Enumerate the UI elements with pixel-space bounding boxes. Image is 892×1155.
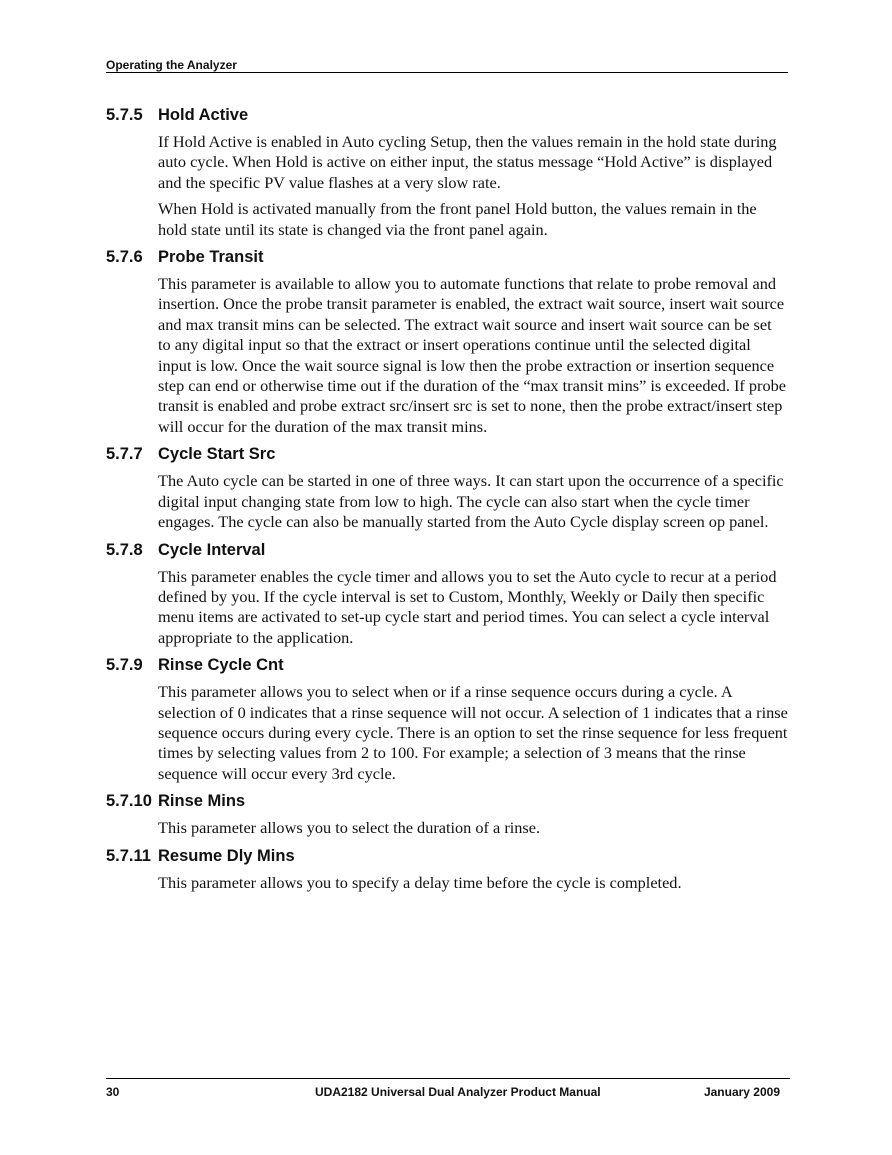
section-number: 5.7.7 [106,445,143,464]
section-heading [106,104,796,126]
section-5-7-10 [106,790,796,838]
publication-date: January 2009 [703,1085,780,1099]
section-5-7-9 [106,654,796,784]
paragraph: This parameter allows you to select the duration of a rinse. [158,818,541,838]
section-5-7-8 [106,539,796,649]
section-title: Hold Active [158,106,249,124]
section-5-7-11 [106,845,796,893]
paragraph: When Hold is activated manually from the front panel Hold button, the values remain in the hold state until its state is changed via the front panel again. [158,199,757,239]
paragraph: If Hold Active is enabled in Auto cycling Setup, then the values remain in the hold state during auto cycle. When Hold is active on either input, the status message “Hold Active” is displayed and the specific PV value flashes at a very slow rate. [158,132,777,192]
paragraph: This parameter enables the cycle timer and allows you to set the Auto cycle to recur at a period defined by you. If the cycle interval is set to Custom, Monthly, Weekly or Daily then specific menu items are activated to set-up cycle start and period times. You can select a cycle interval appropriate to the application. [158,566,777,647]
paragraph: This parameter is available to allow you to automate functions that relate to probe removal and insertion. Once the probe transit parameter is enabled, the extract wait source, insert wait source and max transit mins can be selected. The extract wait source and insert wait source can be set to any digital input so that the extract or insert operations continue until the selected digital input is low. Once the wait source signal is low then the probe extraction or insertion sequence step can end or otherwise time out if the duration of the “max transit mins” is exceeded. If probe transit is enabled and probe extract src/insert src is set to none, then the probe extract/insert step will occur for the duration of the max transit mins. [158,274,786,436]
section-heading [106,246,796,268]
running-header-title: Operating the Analyzer [106,58,237,72]
section-heading [106,539,796,561]
section-heading [106,443,796,465]
section-number: 5.7.8 [106,540,143,559]
section-number: 5.7.6 [106,248,143,267]
page-number: 30 [106,1085,120,1099]
section-title: Cycle Interval [158,540,266,559]
section-title: Cycle Start Src [158,445,276,464]
section-5-7-7 [106,443,796,532]
paragraph: This parameter allows you to specify a delay time before the cycle is completed. [158,872,682,892]
section-number: 5.7.9 [106,656,143,675]
section-5-7-6 [106,246,796,437]
section-title: Rinse Mins [158,792,246,811]
paragraph: This parameter allows you to select when or if a rinse sequence occurs during a cycle. A selection of 0 indicates that a rinse sequence will not occur. A selection of 1 indicates that a rinse sequence occurs during every cycle. There is an option to set the rinse sequence for less frequent times by selecting values from 2 to 100. For example; a selection of 3 means that the rinse sequence will occur every 3rd cycle. [158,682,788,783]
page-footer [106,1078,790,1099]
paragraph: The Auto cycle can be started in one of three ways. It can start upon the occurrence of a specific digital input changing state from low to high. The cycle can also start when the cycle timer engages. The cycle can also be manually started from the Auto Cycle display screen op panel. [158,471,784,532]
section-heading [106,654,796,676]
section-number: 5.7.11 [106,846,151,865]
section-heading [106,845,796,867]
section-number: 5.7.5 [106,106,143,124]
section-heading [106,790,796,812]
running-header [106,58,788,73]
manual-title: UDA2182 Universal Dual Analyzer Product Manual [315,1085,601,1099]
section-title: Rinse Cycle Cnt [158,656,284,675]
page-body [106,104,796,899]
section-title: Resume Dly Mins [158,846,295,865]
section-title: Probe Transit [158,248,264,267]
section-5-7-5 [106,104,796,240]
section-number: 5.7.10 [106,792,152,811]
